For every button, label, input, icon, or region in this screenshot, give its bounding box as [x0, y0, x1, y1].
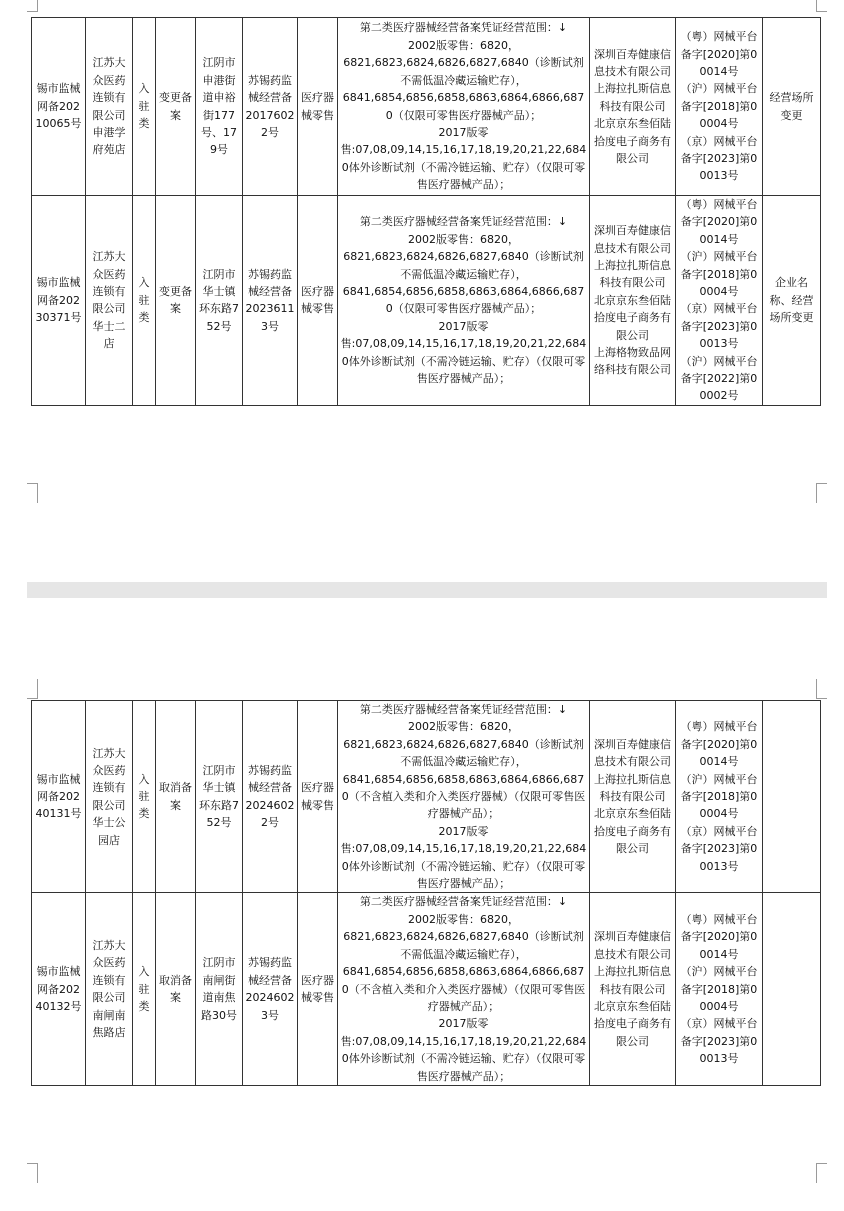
- business-type-cell: 医疗器械零售: [298, 701, 338, 893]
- business-scope-line: 2002版零售：6820，: [408, 720, 519, 734]
- business-scope-line: 2017版零: [438, 824, 489, 838]
- platform-company-line: 上海拉扎斯信息科技有限公司: [594, 772, 671, 804]
- table-row: [32, 893, 821, 1085]
- business-scope-line: 6841,6854,6856,6858,6863,6864,6866,6870（不含植入类和介入类医疗器械）（仅限可零售医疗器械产品）；: [341, 965, 586, 1013]
- change-type-cell: 取消备案: [156, 701, 196, 893]
- crop-mark: [816, 679, 827, 699]
- platform-record-line: （京）网械平台备字[2023]第00013号: [680, 824, 758, 873]
- platform-record-cell: [676, 18, 763, 196]
- business-scope-line: 2017版零: [438, 1017, 489, 1031]
- business-type-cell: 医疗器械零售: [298, 196, 338, 406]
- business-type-cell: 医疗器械零售: [298, 893, 338, 1085]
- platform-company-line: 上海拉扎斯信息科技有限公司: [594, 258, 671, 290]
- business-scope-line: 6821,6823,6824,6826,6827,6840（诊断试剂不需低温冷藏运输贮存），: [343, 250, 584, 281]
- business-scope-line: 2002版零售：6820，: [408, 912, 519, 926]
- platform-record-line: （沪）网械平台备字[2018]第00004号: [680, 772, 758, 821]
- platform-company-line: 北京京东叁佰陆拾度电子商务有限公司: [594, 999, 671, 1048]
- platform-record-cell: [676, 701, 763, 893]
- platform-record-line: （粤）网械平台备字[2020]第00014号: [680, 912, 758, 961]
- business-scope-line: 售:07,08,09,14,15,16,17,18,19,20,21,22,6840体外诊断试剂（不需冷链运输、贮存）（仅限可零售医疗器械产品）；: [340, 1034, 587, 1083]
- change-type-cell: 变更备案: [156, 18, 196, 196]
- change-type-cell: 变更备案: [156, 196, 196, 406]
- page-gap: [27, 582, 827, 598]
- record-number-cell: 锡市监械网备20210065号: [32, 18, 86, 196]
- platform-record-line: （沪）网械平台备字[2022]第00002号: [680, 354, 758, 403]
- platform-company-cell: [590, 893, 676, 1085]
- crop-mark: [27, 483, 38, 503]
- record-number-cell: 锡市监械网备20240132号: [32, 893, 86, 1085]
- license-number-cell: 苏锡药监械经营备20176022号: [243, 18, 298, 196]
- platform-record-cell: [676, 893, 763, 1085]
- license-number-cell: 苏锡药监械经营备20236113号: [243, 196, 298, 406]
- business-scope-line: 6841,6854,6856,6858,6863,6864,6866,6870（仅限可零售医疗器械产品）；: [342, 285, 585, 316]
- entry-type-cell: 入驻类: [133, 701, 156, 893]
- platform-company-line: 北京京东叁佰陆拾度电子商务有限公司: [594, 293, 671, 342]
- business-scope-cell: [338, 893, 590, 1085]
- platform-company-line: 北京京东叁佰陆拾度电子商务有限公司: [594, 117, 671, 166]
- platform-company-line: 深圳百寿健康信息技术有限公司: [594, 224, 671, 255]
- business-scope-cell: [338, 701, 590, 893]
- platform-company-line: 深圳百寿健康信息技术有限公司: [594, 47, 671, 78]
- business-scope-line: 6841,6854,6856,6858,6863,6864,6866,6870（不含植入类和介入类医疗器械）（仅限可零售医疗器械产品）；: [341, 772, 586, 821]
- remark-cell: 企业名称、经营场所变更: [763, 196, 821, 406]
- platform-record-cell: [676, 196, 763, 406]
- business-scope-line: 售:07,08,09,14,15,16,17,18,19,20,21,22,6840体外诊断试剂（不需冷链运输、贮存）（仅限可零售医疗器械产品）；: [340, 842, 587, 891]
- crop-mark: [27, 679, 38, 699]
- crop-mark: [816, 483, 827, 503]
- crop-mark: [27, 1163, 38, 1183]
- platform-record-line: （粤）网械平台备字[2020]第00014号: [680, 30, 758, 78]
- platform-record-line: （沪）网械平台备字[2018]第00004号: [680, 250, 758, 299]
- record-number-cell: 锡市监械网备20230371号: [32, 196, 86, 406]
- company-name-cell: 江苏大众医药连锁有限公司华士二店: [86, 196, 133, 406]
- business-scope-cell: [338, 18, 590, 196]
- crop-mark: [816, 0, 827, 12]
- business-scope-line: 6821,6823,6824,6826,6827,6840（诊断试剂不需低温冷藏运输贮存），: [343, 56, 584, 87]
- address-cell: 江阴市华士镇环东路752号: [196, 701, 243, 893]
- platform-company-line: 上海格物致品网络科技有限公司: [594, 345, 671, 377]
- business-scope-line: 第二类医疗器械经营备案凭证经营范围：↓: [359, 21, 568, 35]
- platform-company-line: 北京京东叁佰陆拾度电子商务有限公司: [594, 807, 671, 856]
- record-table: [31, 700, 821, 1086]
- address-cell: 江阴市南闸街道南焦路30号: [196, 893, 243, 1085]
- platform-record-line: （京）网械平台备字[2023]第00013号: [680, 302, 758, 351]
- table-row: [32, 701, 821, 893]
- business-scope-line: 2017版零: [438, 319, 489, 333]
- business-scope-line: 售:07,08,09,14,15,16,17,18,19,20,21,22,6840体外诊断试剂（不需冷链运输、贮存）（仅限可零售医疗器械产品）；: [340, 143, 587, 192]
- business-scope-line: 第二类医疗器械经营备案凭证经营范围：↓: [359, 895, 568, 909]
- remark-cell: [763, 701, 821, 893]
- platform-record-line: （粤）网械平台备字[2020]第00014号: [680, 720, 758, 769]
- remark-cell: [763, 893, 821, 1085]
- entry-type-cell: 入驻类: [133, 18, 156, 196]
- business-scope-cell: [338, 196, 590, 406]
- platform-company-line: 深圳百寿健康信息技术有限公司: [594, 930, 671, 961]
- crop-mark: [27, 0, 38, 12]
- platform-company-cell: [590, 196, 676, 406]
- license-number-cell: 苏锡药监械经营备20246023号: [243, 893, 298, 1085]
- business-scope-line: 6841,6854,6856,6858,6863,6864,6866,6870（仅限可零售医疗器械产品）；: [342, 91, 585, 122]
- platform-company-line: 深圳百寿健康信息技术有限公司: [594, 737, 671, 769]
- business-scope-line: 第二类医疗器械经营备案凭证经营范围：↓: [359, 703, 568, 716]
- table-row: [32, 196, 821, 406]
- business-scope-line: 6821,6823,6824,6826,6827,6840（诊断试剂不需低温冷藏运输贮存），: [343, 737, 584, 769]
- change-type-cell: 取消备案: [156, 893, 196, 1085]
- address-cell: 江阴市申港街道申裕街177号、179号: [196, 18, 243, 196]
- platform-company-line: 上海拉扎斯信息科技有限公司: [594, 965, 671, 996]
- remark-cell: 经营场所变更: [763, 18, 821, 196]
- business-scope-line: 2002版零售：6820，: [408, 38, 519, 52]
- entry-type-cell: 入驻类: [133, 196, 156, 406]
- business-scope-line: 2017版零: [438, 125, 489, 139]
- record-number-cell: 锡市监械网备20240131号: [32, 701, 86, 893]
- address-cell: 江阴市华士镇环东路752号: [196, 196, 243, 406]
- business-scope-line: 第二类医疗器械经营备案凭证经营范围：↓: [359, 215, 568, 229]
- license-number-cell: 苏锡药监械经营备20246022号: [243, 701, 298, 893]
- platform-record-line: （京）网械平台备字[2023]第00013号: [680, 134, 758, 183]
- platform-company-cell: [590, 701, 676, 893]
- platform-company-line: 上海拉扎斯信息科技有限公司: [594, 82, 671, 113]
- platform-record-line: （粤）网械平台备字[2020]第00014号: [680, 198, 758, 246]
- platform-record-line: （沪）网械平台备字[2018]第00004号: [680, 965, 758, 1013]
- platform-record-line: （京）网械平台备字[2023]第00013号: [680, 1017, 758, 1066]
- business-scope-line: 2002版零售：6820，: [408, 232, 519, 246]
- company-name-cell: 江苏大众医药连锁有限公司南闸南焦路店: [86, 893, 133, 1085]
- entry-type-cell: 入驻类: [133, 893, 156, 1085]
- platform-company-cell: [590, 18, 676, 196]
- crop-mark: [816, 1163, 827, 1183]
- company-name-cell: 江苏大众医药连锁有限公司华士公园店: [86, 701, 133, 893]
- business-scope-line: 6821,6823,6824,6826,6827,6840（诊断试剂不需低温冷藏运输贮存），: [343, 930, 584, 961]
- record-table: [31, 17, 821, 406]
- business-type-cell: 医疗器械零售: [298, 18, 338, 196]
- business-scope-line: 售:07,08,09,14,15,16,17,18,19,20,21,22,6840体外诊断试剂（不需冷链运输、贮存）（仅限可零售医疗器械产品）；: [340, 337, 587, 386]
- table-row: [32, 18, 821, 196]
- company-name-cell: 江苏大众医药连锁有限公司申港学府苑店: [86, 18, 133, 196]
- platform-record-line: （沪）网械平台备字[2018]第00004号: [680, 82, 758, 131]
